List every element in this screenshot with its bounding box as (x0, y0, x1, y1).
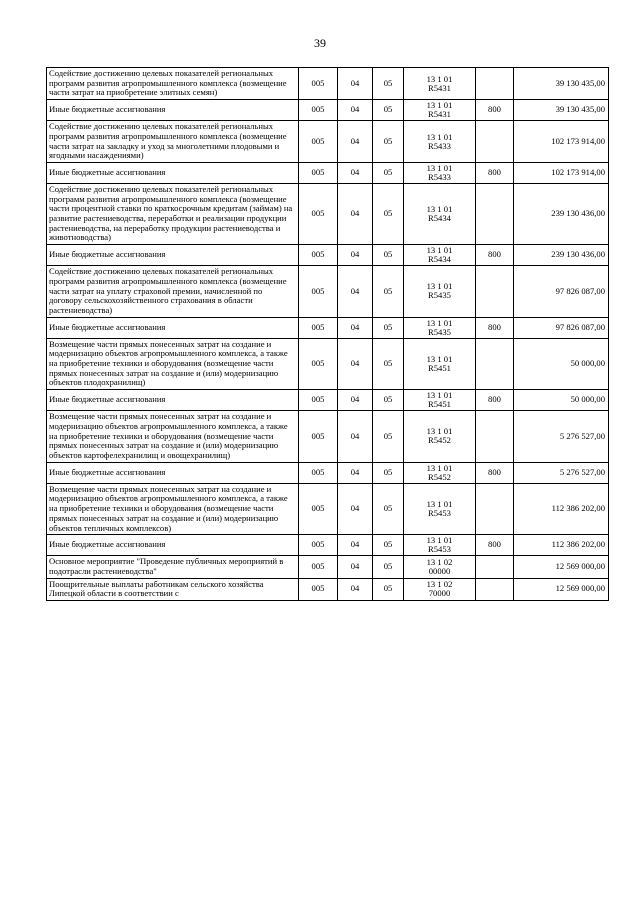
cell-ministry: 005 (299, 462, 338, 483)
cell-ministry: 005 (299, 317, 338, 338)
cell-expense-type (476, 411, 514, 463)
cell-expense-type (476, 483, 514, 535)
table-row (47, 462, 609, 483)
target-article-code: R5452 (428, 471, 451, 482)
target-article-code: R5452 (428, 435, 451, 446)
cell-section: 04 (338, 483, 373, 535)
table-row (47, 483, 609, 535)
cell-ministry: 005 (299, 245, 338, 266)
cell-amount: 112 386 202,00 (514, 483, 609, 535)
cell-ministry: 005 (299, 121, 338, 163)
cell-target-article (404, 462, 476, 483)
cell-target-article (404, 266, 476, 318)
cell-target-article (404, 578, 476, 600)
cell-expense-type (476, 338, 514, 390)
target-article-code: R5433 (428, 140, 451, 151)
table-row (47, 338, 609, 390)
cell-expense-type (476, 183, 514, 244)
cell-amount: 5 276 527,00 (514, 411, 609, 463)
cell-amount: 97 826 087,00 (514, 266, 609, 318)
target-article-program: 13 1 01 (426, 353, 453, 364)
cell-amount: 239 130 436,00 (514, 183, 609, 244)
cell-ministry: 005 (299, 162, 338, 183)
cell-amount: 50 000,00 (514, 338, 609, 390)
cell-amount: 5 276 527,00 (514, 462, 609, 483)
table-row (47, 317, 609, 338)
cell-amount: 39 130 435,00 (514, 68, 609, 100)
cell-subsection: 05 (373, 462, 404, 483)
cell-name: Иные бюджетные ассигнования (47, 245, 299, 266)
cell-name: Поощрительные выплаты работникам сельского хозяйства Липецкой области в соответствии с (47, 578, 299, 600)
target-article-code: R5453 (428, 544, 451, 555)
target-article-program: 13 1 01 (426, 535, 453, 546)
cell-amount: 50 000,00 (514, 390, 609, 411)
cell-name: Иные бюджетные ассигнования (47, 390, 299, 411)
table-row (47, 68, 609, 100)
cell-ministry: 005 (299, 100, 338, 121)
target-article-code: R5433 (428, 171, 451, 182)
cell-name: Содействие достижению целевых показателей региональных программ развития агропромышленного комплекса (возмещение части процентной ставки по краткосрочным кредитам (займам) на развитие растениеводства, переработки и реализации продукции растениеводства, на переработку продукции растениеводства и животноводства) (47, 183, 299, 244)
cell-section: 04 (338, 68, 373, 100)
cell-ministry: 005 (299, 183, 338, 244)
cell-subsection: 05 (373, 556, 404, 578)
target-article-program: 13 1 01 (426, 100, 453, 111)
cell-ministry: 005 (299, 338, 338, 390)
cell-expense-type: 800 (476, 162, 514, 183)
target-article-code: R5435 (428, 326, 451, 337)
cell-target-article (404, 390, 476, 411)
cell-amount: 112 386 202,00 (514, 535, 609, 556)
cell-section: 04 (338, 578, 373, 600)
cell-expense-type: 800 (476, 245, 514, 266)
table-row (47, 100, 609, 121)
cell-name: Основное мероприятие "Проведение публичных мероприятий в подотрасли растениеводства" (47, 556, 299, 578)
cell-amount: 102 173 914,00 (514, 162, 609, 183)
target-article-program: 13 1 01 (426, 426, 453, 437)
target-article-code: R5434 (428, 254, 451, 265)
cell-subsection: 05 (373, 100, 404, 121)
cell-name: Иные бюджетные ассигнования (47, 462, 299, 483)
target-article-program: 13 1 02 (426, 556, 453, 567)
table-row (47, 535, 609, 556)
cell-amount: 102 173 914,00 (514, 121, 609, 163)
cell-target-article (404, 317, 476, 338)
cell-subsection: 05 (373, 338, 404, 390)
cell-section: 04 (338, 390, 373, 411)
cell-target-article (404, 162, 476, 183)
cell-section: 04 (338, 266, 373, 318)
cell-section: 04 (338, 535, 373, 556)
cell-amount: 39 130 435,00 (514, 100, 609, 121)
target-article-code: R5451 (428, 399, 451, 410)
cell-expense-type: 800 (476, 390, 514, 411)
cell-target-article (404, 535, 476, 556)
cell-amount: 12 569 000,00 (514, 556, 609, 578)
cell-target-article (404, 245, 476, 266)
table-row (47, 578, 609, 600)
cell-section: 04 (338, 183, 373, 244)
cell-subsection: 05 (373, 535, 404, 556)
cell-ministry: 005 (299, 556, 338, 578)
cell-expense-type: 800 (476, 535, 514, 556)
cell-ministry: 005 (299, 483, 338, 535)
target-article-program: 13 1 01 (426, 462, 453, 473)
cell-expense-type: 800 (476, 462, 514, 483)
target-article-program: 13 1 01 (426, 73, 453, 84)
target-article-program: 13 1 01 (426, 498, 453, 509)
table-row (47, 121, 609, 163)
cell-subsection: 05 (373, 483, 404, 535)
cell-subsection: 05 (373, 121, 404, 163)
cell-subsection: 05 (373, 245, 404, 266)
cell-subsection: 05 (373, 578, 404, 600)
cell-section: 04 (338, 462, 373, 483)
cell-name: Иные бюджетные ассигнования (47, 317, 299, 338)
page-number: 39 (314, 36, 326, 50)
target-article-code: 70000 (428, 588, 451, 599)
cell-subsection: 05 (373, 390, 404, 411)
cell-ministry: 005 (299, 68, 338, 100)
cell-expense-type (476, 68, 514, 100)
table-row (47, 266, 609, 318)
cell-expense-type (476, 578, 514, 600)
cell-section: 04 (338, 162, 373, 183)
cell-name: Содействие достижению целевых показателей региональных программ развития агропромышленного комплекса (возмещение части затрат на закладку и уход за многолетними плодовыми и ягодными насаждениями) (47, 121, 299, 163)
cell-section: 04 (338, 338, 373, 390)
table-row (47, 556, 609, 578)
target-article-code: R5451 (428, 362, 451, 373)
table-row (47, 411, 609, 463)
cell-name: Содействие достижению целевых показателей региональных программ развития агропромышленного комплекса (возмещение части затрат на приобретение элитных семян) (47, 68, 299, 100)
target-article-code: R5431 (428, 82, 451, 93)
cell-ministry: 005 (299, 535, 338, 556)
target-article-code: R5434 (428, 213, 451, 224)
cell-name: Возмещение части прямых понесенных затрат на создание и модернизацию объектов агропромышленного комплекса, а также на приобретение техники и оборудования (возмещение части прямых понесенных затрат на создание и (или) модернизацию объектов плодохранилищ) (47, 338, 299, 390)
table-row (47, 245, 609, 266)
cell-ministry: 005 (299, 266, 338, 318)
cell-target-article (404, 100, 476, 121)
cell-name: Иные бюджетные ассигнования (47, 535, 299, 556)
cell-expense-type: 800 (476, 100, 514, 121)
cell-subsection: 05 (373, 162, 404, 183)
cell-expense-type (476, 556, 514, 578)
target-article-program: 13 1 01 (426, 131, 453, 142)
table-body (47, 68, 609, 601)
cell-target-article (404, 411, 476, 463)
cell-name: Иные бюджетные ассигнования (47, 162, 299, 183)
target-article-program: 13 1 01 (426, 317, 453, 328)
target-article-program: 13 1 01 (426, 162, 453, 173)
cell-expense-type: 800 (476, 317, 514, 338)
budget-allocation-table (46, 67, 609, 601)
cell-ministry: 005 (299, 390, 338, 411)
cell-amount: 97 826 087,00 (514, 317, 609, 338)
cell-expense-type (476, 266, 514, 318)
target-article-program: 13 1 01 (426, 204, 453, 215)
cell-amount: 12 569 000,00 (514, 578, 609, 600)
cell-section: 04 (338, 100, 373, 121)
cell-section: 04 (338, 121, 373, 163)
table-row (47, 162, 609, 183)
cell-expense-type (476, 121, 514, 163)
target-article-code: R5435 (428, 290, 451, 301)
table-row (47, 390, 609, 411)
cell-target-article (404, 183, 476, 244)
cell-section: 04 (338, 411, 373, 463)
cell-section: 04 (338, 556, 373, 578)
cell-name: Возмещение части прямых понесенных затрат на создание и модернизацию объектов агропромышленного комплекса, а также на приобретение техники и оборудования (возмещение части прямых понесенных затрат на создание и (или) модернизацию объектов картофелехранилищ и овощехранилищ) (47, 411, 299, 463)
target-article-program: 13 1 01 (426, 390, 453, 401)
target-article-program: 13 1 02 (426, 579, 453, 590)
cell-name: Иные бюджетные ассигнования (47, 100, 299, 121)
cell-target-article (404, 121, 476, 163)
cell-section: 04 (338, 245, 373, 266)
cell-target-article (404, 68, 476, 100)
target-article-program: 13 1 01 (426, 281, 453, 292)
cell-name: Содействие достижению целевых показателей региональных программ развития агропромышленного комплекса (возмещение части затрат на уплату страховой премии, начисленной по договору сельскохозяйственного страхования в области растениеводства) (47, 266, 299, 318)
cell-amount: 239 130 436,00 (514, 245, 609, 266)
table-row (47, 183, 609, 244)
cell-section: 04 (338, 317, 373, 338)
cell-subsection: 05 (373, 68, 404, 100)
cell-subsection: 05 (373, 411, 404, 463)
cell-target-article (404, 556, 476, 578)
target-article-code: R5431 (428, 109, 451, 120)
cell-target-article (404, 338, 476, 390)
cell-ministry: 005 (299, 411, 338, 463)
cell-target-article (404, 483, 476, 535)
cell-ministry: 005 (299, 578, 338, 600)
target-article-code: 00000 (428, 565, 451, 576)
cell-subsection: 05 (373, 266, 404, 318)
cell-name: Возмещение части прямых понесенных затрат на создание и модернизацию объектов агропромышленного комплекса, а также на приобретение техники и оборудования (возмещение части прямых понесенных затрат на создание и (или) модернизацию объектов тепличных комплексов) (47, 483, 299, 535)
cell-subsection: 05 (373, 183, 404, 244)
target-article-code: R5453 (428, 507, 451, 518)
cell-subsection: 05 (373, 317, 404, 338)
target-article-program: 13 1 01 (426, 245, 453, 256)
